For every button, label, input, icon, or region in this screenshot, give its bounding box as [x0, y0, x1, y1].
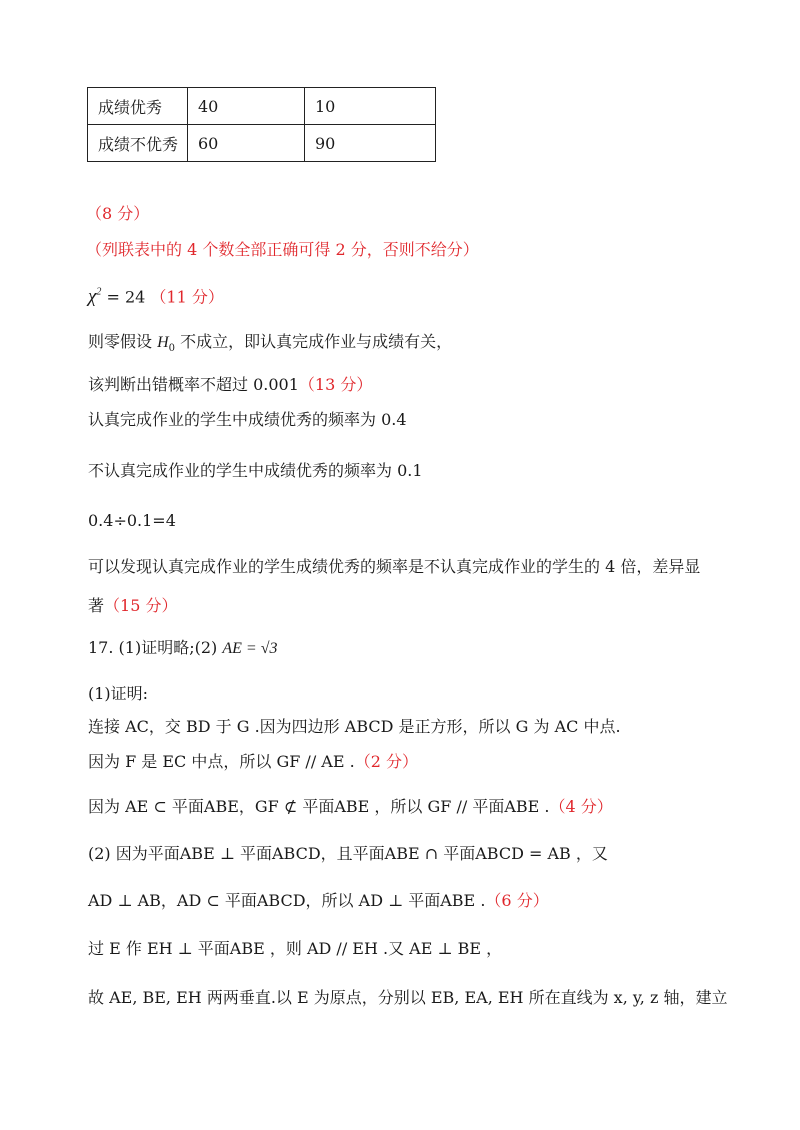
q17-answer: AE = √3 [222, 640, 278, 657]
table-cell: 成绩优秀 [88, 88, 188, 125]
table-row [88, 125, 436, 162]
score-note: （6 分） [485, 891, 549, 910]
proof-head: (1)证明: [88, 684, 149, 703]
chi-square-line [88, 282, 224, 308]
chi-symbol: $\chi^2$ [88, 286, 102, 308]
text: 因为 F 是 EC 中点，所以 GF // AE . [88, 752, 355, 771]
proof-line-3 [88, 796, 613, 818]
h0-line [88, 331, 452, 360]
h-var: H [157, 334, 169, 351]
text: 著 [88, 596, 105, 615]
score-note: （2 分） [354, 752, 418, 771]
text: 则零假设 [88, 332, 158, 351]
part2-line-4: 故 AE, BE, EH 两两垂直.以 E 为原点，分别以 EB, EA, EH 所在直线为 x, y, z 轴，建立 [88, 988, 728, 1007]
h-sub: 0 [168, 343, 176, 355]
freq-line-1: 认真完成作业的学生中成绩优秀的频率为 0.4 [88, 410, 407, 429]
text: 不成立，即认真完成作业与成绩有关， [175, 332, 453, 351]
table-row [88, 88, 436, 125]
q17-line [88, 637, 277, 660]
proof-line-1: 连接 AC，交 BD 于 G .因为四边形 ABCD 是正方形，所以 G 为 AC 中点. [88, 717, 621, 736]
table-cell: 成绩不优秀 [88, 125, 188, 162]
part2-line-1: (2) 因为平面ABE ⊥ 平面ABCD，且平面ABE ∩ 平面ABCD = AB ，又 [88, 844, 608, 863]
conclusion-line-2 [88, 595, 177, 617]
score-note: （15 分） [104, 596, 178, 615]
freq-line-2: 不认真完成作业的学生中成绩优秀的频率为 0.1 [88, 461, 423, 480]
text: 该判断出错概率不超过 0.001 [88, 375, 299, 394]
contingency-table [87, 87, 436, 162]
table-cell: 40 [188, 88, 305, 125]
text: 因为 AE ⊂ 平面ABE，GF ⊄ 平面ABE ，所以 GF // 平面ABE . [88, 797, 550, 816]
score-note: （13 分） [298, 375, 373, 394]
table-scoring-note: （列联表中的 4 个数全部正确可得 2 分，否则不给分） [86, 240, 479, 259]
text: AD ⊥ AB，AD ⊂ 平面ABCD，所以 AD ⊥ 平面ABE . [88, 891, 486, 910]
table-cell: 10 [305, 88, 436, 125]
table-cell: 60 [188, 125, 305, 162]
conclusion-line-1: 可以发现认真完成作业的学生成绩优秀的频率是不认真完成作业的学生的 4 倍，差异显 [88, 557, 701, 576]
error-line [88, 374, 372, 396]
score-note: （11 分） [150, 287, 224, 307]
proof-line-2 [88, 751, 418, 773]
table-cell: 90 [305, 125, 436, 162]
part2-line-3: 过 E 作 EH ⊥ 平面ABE ，则 AD // EH .又 AE ⊥ BE ， [88, 939, 503, 958]
score-note: （4 分） [549, 797, 613, 816]
part2-line-2 [88, 890, 549, 912]
chi-value: = 24 [106, 287, 146, 307]
score-note: （8 分） [86, 204, 150, 223]
text: 17. (1)证明略;(2) [88, 638, 223, 657]
ratio-line: 0.4÷0.1=4 [88, 511, 176, 530]
